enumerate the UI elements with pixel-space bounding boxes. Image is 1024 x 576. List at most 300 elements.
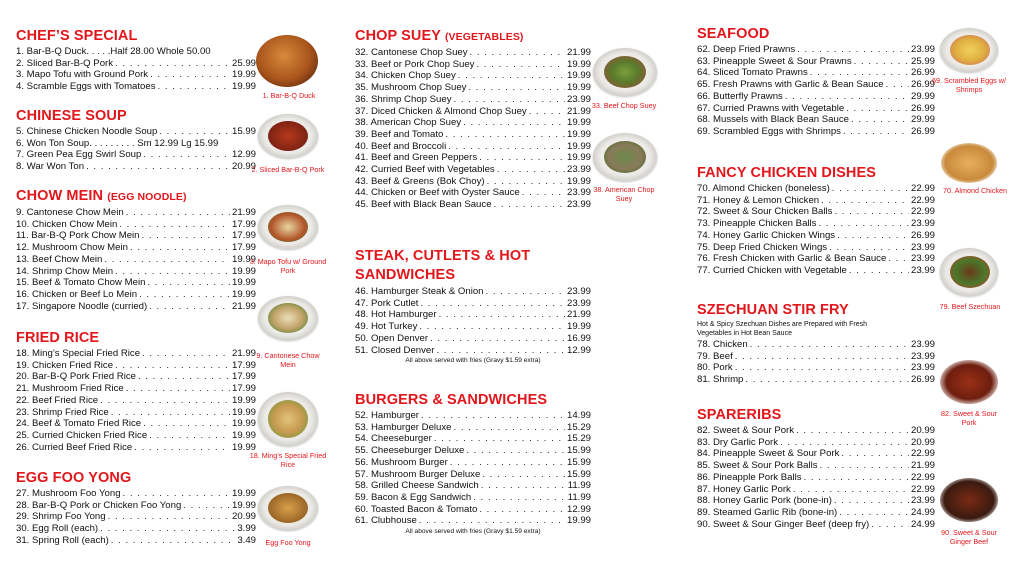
dot-leader <box>750 339 909 351</box>
dot-leader <box>130 242 230 254</box>
section-subtitle: (EGG NOODLE) <box>107 191 187 203</box>
menu-item-name: 72. Sweet & Sour Chicken Balls <box>697 206 833 218</box>
menu-item-price: 19.99 <box>231 418 256 430</box>
photo-caption: 9. Cantonese Chow Mein <box>256 351 320 369</box>
menu-item-name: 54. Cheeseburger <box>355 433 432 445</box>
menu-item <box>16 46 256 58</box>
photo-caption: Egg Foo Yong <box>265 538 311 547</box>
dot-leader <box>888 253 909 265</box>
menu-item-name: 6. Won Ton Soup <box>16 137 90 149</box>
beef-szechuan-photo <box>940 248 998 296</box>
menu-item <box>697 460 935 472</box>
menu-item <box>16 523 256 535</box>
dot-leader <box>142 230 230 242</box>
menu-item <box>16 407 256 419</box>
menu-item-name: 9. Cantonese Chow Mein <box>16 207 124 218</box>
dot-leader <box>419 515 565 527</box>
dot-leader <box>115 58 230 70</box>
menu-column-1 <box>16 0 336 576</box>
menu-item-name: 75. Deep Fried Chicken Wings <box>697 241 828 253</box>
menu-item <box>697 91 935 103</box>
menu-item-name: 21. Mushroom Fried Rice <box>16 383 124 395</box>
menu-item <box>697 495 935 507</box>
menu-item <box>355 187 591 199</box>
dot-leader <box>159 126 230 138</box>
menu-item-price: 19.99 <box>566 175 591 187</box>
menu-item <box>355 422 591 434</box>
dot-leader <box>420 298 565 310</box>
menu-item <box>16 289 256 301</box>
menu-item-price: 26.99 <box>910 125 935 137</box>
menu-item <box>697 103 935 115</box>
menu-item <box>355 333 591 345</box>
mapo-tofu-photo <box>258 205 318 249</box>
section-szechuan <box>697 302 935 386</box>
menu-item-name: 27. Mushroom Foo Yong <box>16 488 121 499</box>
menu-item-name: 88. Honey Garlic Pork (bone-in) <box>697 495 832 507</box>
menu-item-name: 63. Pineapple Sweet & Sour Prawns <box>697 55 852 67</box>
menu-item-price: 29.99 <box>910 90 935 102</box>
menu-items-list <box>16 207 256 312</box>
menu-item <box>697 351 935 363</box>
dot-leader <box>820 460 909 472</box>
menu-item-name: 70. Almond Chicken (boneless) <box>697 183 830 194</box>
menu-item-price: 23.99 <box>910 362 935 374</box>
menu-item-price: 25.99 <box>231 57 256 69</box>
menu-item <box>16 266 256 278</box>
dot-leader <box>476 59 565 71</box>
menu-item-price: 14.99 <box>566 410 591 421</box>
dot-leader <box>158 81 230 93</box>
dot-leader <box>445 129 565 141</box>
menu-item-name: 57. Mushroom Burger Deluxe <box>355 468 481 480</box>
dot-leader <box>793 484 909 496</box>
menu-item-price: 19.99 <box>231 277 256 289</box>
menu-item-price: 17.99 <box>231 359 256 371</box>
section-spareribs <box>697 407 935 530</box>
menu-item-name: 36. Shrimp Chop Suey <box>355 93 452 105</box>
menu-item <box>697 472 935 484</box>
menu-item-price: 26.99 <box>910 67 935 79</box>
menu-item <box>355 129 591 141</box>
menu-item-name: 68. Mussels with Black Bean Sauce <box>697 114 849 126</box>
cantonese-chow-mein-photo <box>258 296 318 340</box>
dot-leader <box>450 457 565 469</box>
menu-item-name: 55. Cheeseburger Deluxe <box>355 445 465 457</box>
dot-leader <box>430 333 565 345</box>
menu-item-price: 19.99 <box>566 82 591 94</box>
menu-item <box>16 383 256 395</box>
dot-leader <box>100 395 230 407</box>
menu-item-name: 18. Ming’s Special Fried Rice <box>16 348 141 359</box>
menu-item-name: 2. Sliced Bar-B-Q Pork <box>16 57 114 69</box>
menu-item-name: 46. Hamburger Steak & Onion <box>355 286 484 297</box>
menu-item <box>697 437 935 449</box>
menu-item-price: 19.99 <box>231 499 256 511</box>
menu-item-price: 20.99 <box>910 436 935 448</box>
menu-item-price: 19.99 <box>231 488 256 499</box>
menu-item-name: 44. Chicken or Beef with Oyster Sauce <box>355 187 520 199</box>
dot-leader <box>871 519 909 531</box>
menu-items-list <box>16 126 256 173</box>
menu-item-name: 35. Mushroom Chop Suey <box>355 82 467 94</box>
menu-item-name: 34. Chicken Chop Suey <box>355 70 456 82</box>
menu-item-name: 39. Beef and Tomato <box>355 128 444 140</box>
menu-item-price: 23.99 <box>566 187 591 199</box>
dot-leader <box>111 535 236 547</box>
dot-leader <box>134 442 230 454</box>
menu-items-list <box>355 47 591 211</box>
menu-item-price: 19.99 <box>231 288 256 300</box>
menu-item <box>355 82 591 94</box>
menu-item-name: 20. Bar-B-Q Pork Fried Rice <box>16 371 136 383</box>
menu-item-price: 23.99 <box>566 297 591 309</box>
menu-item <box>697 362 935 374</box>
menu-item-name: 43. Beef & Greens (Bok Choy) <box>355 175 485 187</box>
menu-item <box>16 371 256 383</box>
dot-leader <box>138 371 230 383</box>
section-seafood <box>697 26 935 138</box>
menu-item-name: 53. Hamburger Deluxe <box>355 421 452 433</box>
menu-item-price: 20.99 <box>231 511 256 523</box>
dot-leader <box>854 56 909 68</box>
dot-leader <box>497 164 565 176</box>
menu-item-name: 45. Beef with Black Bean Sauce <box>355 199 492 211</box>
dot-leader <box>843 126 909 138</box>
menu-item-price: 23.99 <box>910 339 935 350</box>
dot-leader <box>494 199 565 211</box>
menu-item-price: 23.99 <box>910 44 935 55</box>
dot-leader <box>86 161 230 173</box>
menu-item <box>355 47 591 59</box>
menu-item-price: 19.99 <box>231 406 256 418</box>
dot-leader <box>481 480 566 492</box>
menu-item <box>16 277 256 289</box>
dot-leader <box>139 289 230 301</box>
section-title: FRIED RICE <box>16 330 100 346</box>
menu-item <box>355 199 591 211</box>
menu-item-price: 19.99 <box>231 81 256 93</box>
menu-item <box>355 445 591 457</box>
menu-item-name: 13. Beef Chow Mein <box>16 253 103 265</box>
menu-item-name: 48. Hot Hamburger <box>355 309 437 321</box>
menu-item-price-options: . . . . . . . . . Sm 12.99 Lg 15.99 <box>89 137 219 149</box>
menu-item <box>697 448 935 460</box>
dot-leader <box>479 152 565 164</box>
dot-leader <box>846 103 909 115</box>
menu-item <box>697 242 935 254</box>
menu-item <box>16 360 256 372</box>
menu-item-price: 26.99 <box>910 229 935 241</box>
section-chinese-soup <box>16 108 256 173</box>
section-title-text: CHOW MEIN <box>16 188 104 204</box>
menu-item <box>355 94 591 106</box>
dot-leader <box>780 437 909 449</box>
section-title: STEAK, CUTLETS & HOT SANDWICHES <box>355 248 531 283</box>
menu-item-price: 23.99 <box>910 495 935 507</box>
dot-leader <box>745 374 909 386</box>
menu-item-price: 15.99 <box>566 468 591 480</box>
dot-leader <box>149 301 230 313</box>
menu-item-price: 16.99 <box>566 332 591 344</box>
menu-item-name: 82. Sweet & Sour Pork <box>697 425 795 436</box>
menu-item <box>16 254 256 266</box>
menu-item-name: 22. Beef Fried Rice <box>16 394 99 406</box>
section-title-text: CHOP SUEY <box>355 28 441 44</box>
menu-item-name: 85. Sweet & Sour Pork Balls <box>697 460 818 472</box>
menu-item <box>697 67 935 79</box>
dot-leader <box>818 218 909 230</box>
menu-item-price: 23.99 <box>910 218 935 230</box>
menu-item <box>355 321 591 333</box>
dot-leader <box>735 362 909 374</box>
menu-item-name: 61. Clubhouse <box>355 515 417 527</box>
menu-item-price: 21.99 <box>910 460 935 472</box>
dot-leader <box>454 422 565 434</box>
dot-leader <box>419 321 565 333</box>
dot-leader <box>837 230 909 242</box>
menu-item <box>16 500 256 512</box>
menu-item-price: 19.99 <box>566 117 591 129</box>
menu-item-name: 24. Beef & Tomato Fried Rice <box>16 418 142 430</box>
section-fried-rice <box>16 330 256 453</box>
menu-item-price: 11.99 <box>567 480 591 492</box>
menu-item-name: 66. Butterfly Prawns <box>697 90 783 102</box>
menu-item-name: 33. Beef or Pork Chop Suey <box>355 58 475 70</box>
menu-item-price: 3.99 <box>237 523 256 535</box>
menu-item <box>16 442 256 454</box>
menu-item-price: 15.29 <box>566 421 591 433</box>
menu-item-name: 15. Beef & Tomato Chow Mein <box>16 277 146 289</box>
menu-item-price: 19.99 <box>566 70 591 82</box>
menu-items-list <box>16 46 256 93</box>
menu-item-name: 81. Shrimp <box>697 374 744 386</box>
menu-item-name: 78. Chicken <box>697 339 748 350</box>
menu-item-price: 17.99 <box>231 371 256 383</box>
menu-item-name: 77. Curried Chicken with Vegetable <box>697 264 847 276</box>
menu-item-name: 14. Shrimp Chow Mein <box>16 265 114 277</box>
sliced-bbq-pork-photo <box>258 114 318 158</box>
menu-item <box>355 433 591 445</box>
menu-item <box>697 374 935 386</box>
dot-leader <box>119 219 230 231</box>
dot-leader <box>834 495 909 507</box>
menu-item-price: 23.99 <box>910 253 935 265</box>
menu-item-name: 29. Shrimp Foo Yong <box>16 511 106 523</box>
menu-item <box>16 69 256 81</box>
menu-item <box>355 176 591 188</box>
photo-caption: 69. Scrambled Eggs w/ Shrimps <box>932 76 1006 94</box>
menu-item-name: 5. Chinese Chicken Noodle Soup <box>16 126 158 137</box>
bar-b-q-duck-photo <box>256 35 318 87</box>
menu-item <box>355 410 591 422</box>
dot-leader <box>149 430 230 442</box>
menu-item-price: 25.99 <box>910 55 935 67</box>
menu-item <box>16 81 256 93</box>
dot-leader <box>434 433 565 445</box>
section-title: SZECHUAN STIR FRY <box>697 302 849 318</box>
menu-item-name: 10. Chicken Chow Mein <box>16 218 118 230</box>
section-chop-suey <box>355 28 591 211</box>
section-description: Hot & Spicy Szechuan Dishes are Prepared with Fresh Vegetables in Hot Bean Sauce <box>697 321 868 337</box>
dot-leader <box>126 383 230 395</box>
menu-item-price: 3.49 <box>237 534 256 546</box>
menu-item-name: 38. American Chop Suey <box>355 117 462 129</box>
photo-caption: 70. Almond Chicken <box>943 186 1007 195</box>
menu-items-list <box>697 183 935 277</box>
menu-item-price: 24.99 <box>910 518 935 530</box>
dot-leader <box>468 82 565 94</box>
menu-item-name: 26. Curried Beef Fried Rice <box>16 441 133 453</box>
menu-items-list <box>697 339 935 386</box>
menu-item-price: 19.99 <box>231 441 256 453</box>
scrambled-eggs-shrimp-photo <box>940 28 998 72</box>
menu-item-price: 19.99 <box>231 394 256 406</box>
menu-item-price: 23.99 <box>566 199 591 211</box>
menu-item-name: 73. Pineapple Chicken Balls <box>697 218 817 230</box>
menu-item <box>697 230 935 242</box>
menu-item-name: 56. Mushroom Burger <box>355 456 448 468</box>
menu-item <box>697 339 935 351</box>
menu-item-price: 22.99 <box>910 183 935 194</box>
menu-item-name: 64. Sliced Tomato Prawns <box>697 67 808 79</box>
photo-caption: 3. Mapo Tofu w/ Ground Pork <box>249 257 327 275</box>
egg-foo-yong-photo <box>258 486 318 530</box>
menu-item-name: 11. Bar-B-Q Pork Chow Mein <box>16 230 140 242</box>
dot-leader <box>886 79 909 91</box>
menu-item-price: 12.99 <box>231 149 256 161</box>
photo-caption: 38. American Chop Suey <box>593 185 655 203</box>
menu-item <box>697 195 935 207</box>
menu-item-name: 37. Diced Chicken & Almond Chop Suey <box>355 105 527 117</box>
menu-item-name: 60. Toasted Bacon & Tomato <box>355 503 478 515</box>
dot-leader <box>804 472 909 484</box>
section-burgers <box>355 392 591 537</box>
menu-item <box>355 70 591 82</box>
menu-item-name: 4. Scramble Eggs with Tomatoes <box>16 81 156 93</box>
menu-item-price: 12.99 <box>566 344 591 356</box>
menu-item-price: 12.99 <box>566 503 591 515</box>
photo-caption: 79. Beef Szechuan <box>939 302 1001 311</box>
dot-leader <box>126 207 230 219</box>
menu-items-list <box>16 488 256 547</box>
menu-item-price: 23.99 <box>566 286 591 297</box>
menu-items-list <box>16 348 256 453</box>
menu-item-name: 76. Fresh Chicken with Garlic & Bean Sauce <box>697 253 887 265</box>
menu-item-name: 67. Curried Prawns with Vegetable <box>697 102 845 114</box>
section-note: All above served with fries (Gravy $1.59 extra) <box>405 528 541 536</box>
menu-item-price: 11.99 <box>567 491 591 503</box>
menu-item-price: 21.99 <box>566 105 591 117</box>
dot-leader <box>810 67 909 79</box>
menu-item-price: 26.99 <box>910 374 935 386</box>
dot-leader <box>785 91 909 103</box>
menu-item-name: 65. Fresh Prawns with Garlic & Bean Sauce <box>697 79 884 91</box>
dot-leader <box>529 106 565 118</box>
menu-item <box>355 469 591 481</box>
menu-item <box>16 149 256 161</box>
section-subtitle: (VEGETABLES) <box>444 31 524 43</box>
dot-leader <box>111 407 230 419</box>
menu-item-price: 29.99 <box>910 114 935 126</box>
menu-item <box>16 511 256 523</box>
menu-item-name: 41. Beef and Green Peppers <box>355 152 478 164</box>
menu-item <box>355 106 591 118</box>
menu-item <box>355 480 591 492</box>
menu-item-price: 20.99 <box>910 425 935 436</box>
menu-item-price: 19.99 <box>566 58 591 70</box>
menu-item <box>355 117 591 129</box>
ginger-beef-photo <box>940 478 998 522</box>
menu-item-name: 7. Green Pea Egg Swirl Soup <box>16 149 142 161</box>
menu-item <box>355 152 591 164</box>
menu-item <box>355 492 591 504</box>
dot-leader <box>839 507 909 519</box>
dot-leader <box>436 345 565 357</box>
menu-item <box>697 206 935 218</box>
menu-item-name: 52. Hamburger <box>355 410 419 421</box>
menu-item-name: 62. Deep Fried Prawns <box>697 44 796 55</box>
photo-caption: 82. Sweet & Sour Pork <box>941 409 997 427</box>
dot-leader <box>841 448 909 460</box>
menu-item-name: 1. Bar-B-Q Duck <box>16 46 87 57</box>
dot-leader <box>796 425 909 437</box>
section-chefs-special <box>16 28 256 93</box>
menu-item-name: 40. Beef and Broccoli <box>355 140 447 152</box>
menu-item-name: 31. Spring Roll (each) <box>16 534 109 546</box>
section-fancy-chicken <box>697 165 935 277</box>
menu-item <box>697 79 935 91</box>
dot-leader <box>142 348 230 360</box>
menu-item <box>16 242 256 254</box>
menu-item-price: 22.99 <box>910 471 935 483</box>
beef-chop-suey-photo <box>593 48 657 96</box>
menu-item <box>697 218 935 230</box>
dot-leader <box>829 242 909 254</box>
menu-item <box>355 504 591 516</box>
menu-item <box>697 44 935 56</box>
menu-column-2 <box>355 0 685 576</box>
menu-item-name: 16. Chicken or Beef Lo Mein <box>16 288 138 300</box>
menu-item-price: 22.99 <box>910 206 935 218</box>
dot-leader <box>482 469 565 481</box>
dot-leader <box>470 47 565 59</box>
menu-item-price: 15.99 <box>566 445 591 457</box>
dot-leader <box>421 410 565 422</box>
menu-item <box>697 126 935 138</box>
menu-item-price: 19.99 <box>231 253 256 265</box>
menu-item <box>355 286 591 298</box>
menu-item <box>697 265 935 277</box>
dot-leader <box>454 94 565 106</box>
dot-leader <box>473 492 565 504</box>
menu-item-price: 17.99 <box>231 383 256 395</box>
menu-item <box>16 219 256 231</box>
dot-leader <box>479 504 565 516</box>
section-title <box>355 28 591 46</box>
menu-item-name: 84. Pineapple Sweet & Sour Pork <box>697 448 840 460</box>
menu-item <box>355 457 591 469</box>
section-title: SPARERIBS <box>697 407 782 423</box>
menu-item-price: 19.99 <box>566 321 591 333</box>
menu-item-price: 21.99 <box>566 47 591 58</box>
menu-items-list <box>697 425 935 530</box>
menu-item <box>16 161 256 173</box>
menu-item <box>697 425 935 437</box>
menu-item-name: 8. War Won Ton <box>16 161 85 173</box>
menu-items-list <box>697 44 935 138</box>
menu-item-price: 19.99 <box>566 152 591 164</box>
